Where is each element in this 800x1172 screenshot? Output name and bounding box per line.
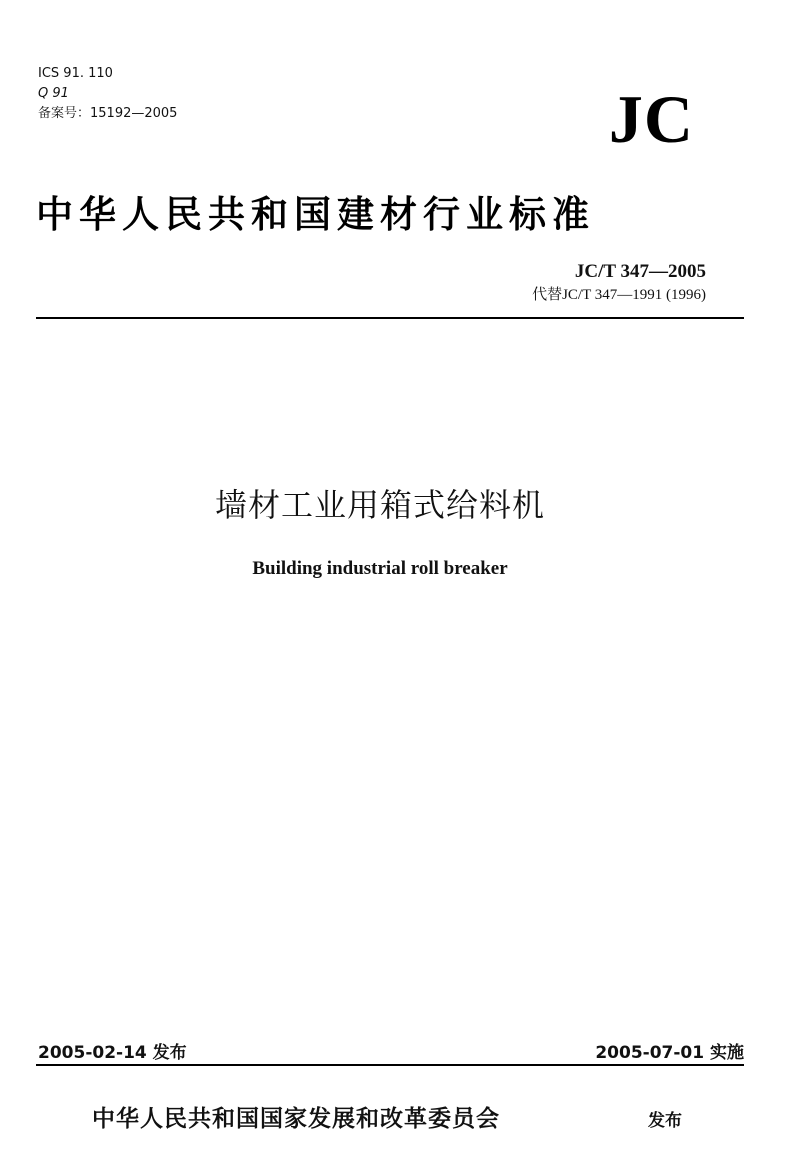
standard-number-block [532, 260, 706, 306]
bottom-divider [36, 1064, 744, 1066]
issue-date: 2005-02-14 发布 [38, 1043, 187, 1063]
document-title: 墙材工业用箱式给料机 [214, 486, 545, 524]
ics-code: ICS 91. 110 [38, 66, 113, 81]
classification-code: Q 91 [38, 86, 69, 101]
effective-date: 2005-07-01 实施 [595, 1043, 744, 1063]
filing-number: 备案号：15192—2005 [38, 106, 178, 121]
top-divider [36, 317, 744, 319]
publisher-tag: 发布 [648, 1111, 682, 1131]
metadata-block [38, 64, 177, 124]
jc-logo: JC [608, 81, 694, 157]
standard-number: JC/T 347—2005 [574, 261, 706, 282]
replaces-standard: 代替JC/T 347—1991 (1996) [532, 287, 706, 303]
publisher-name: 中华人民共和国国家发展和改革委员会 [92, 1106, 500, 1132]
main-title: 中华人民共和国建材行业标准 [36, 193, 595, 236]
document-subtitle: Building industrial roll breaker [252, 558, 508, 579]
